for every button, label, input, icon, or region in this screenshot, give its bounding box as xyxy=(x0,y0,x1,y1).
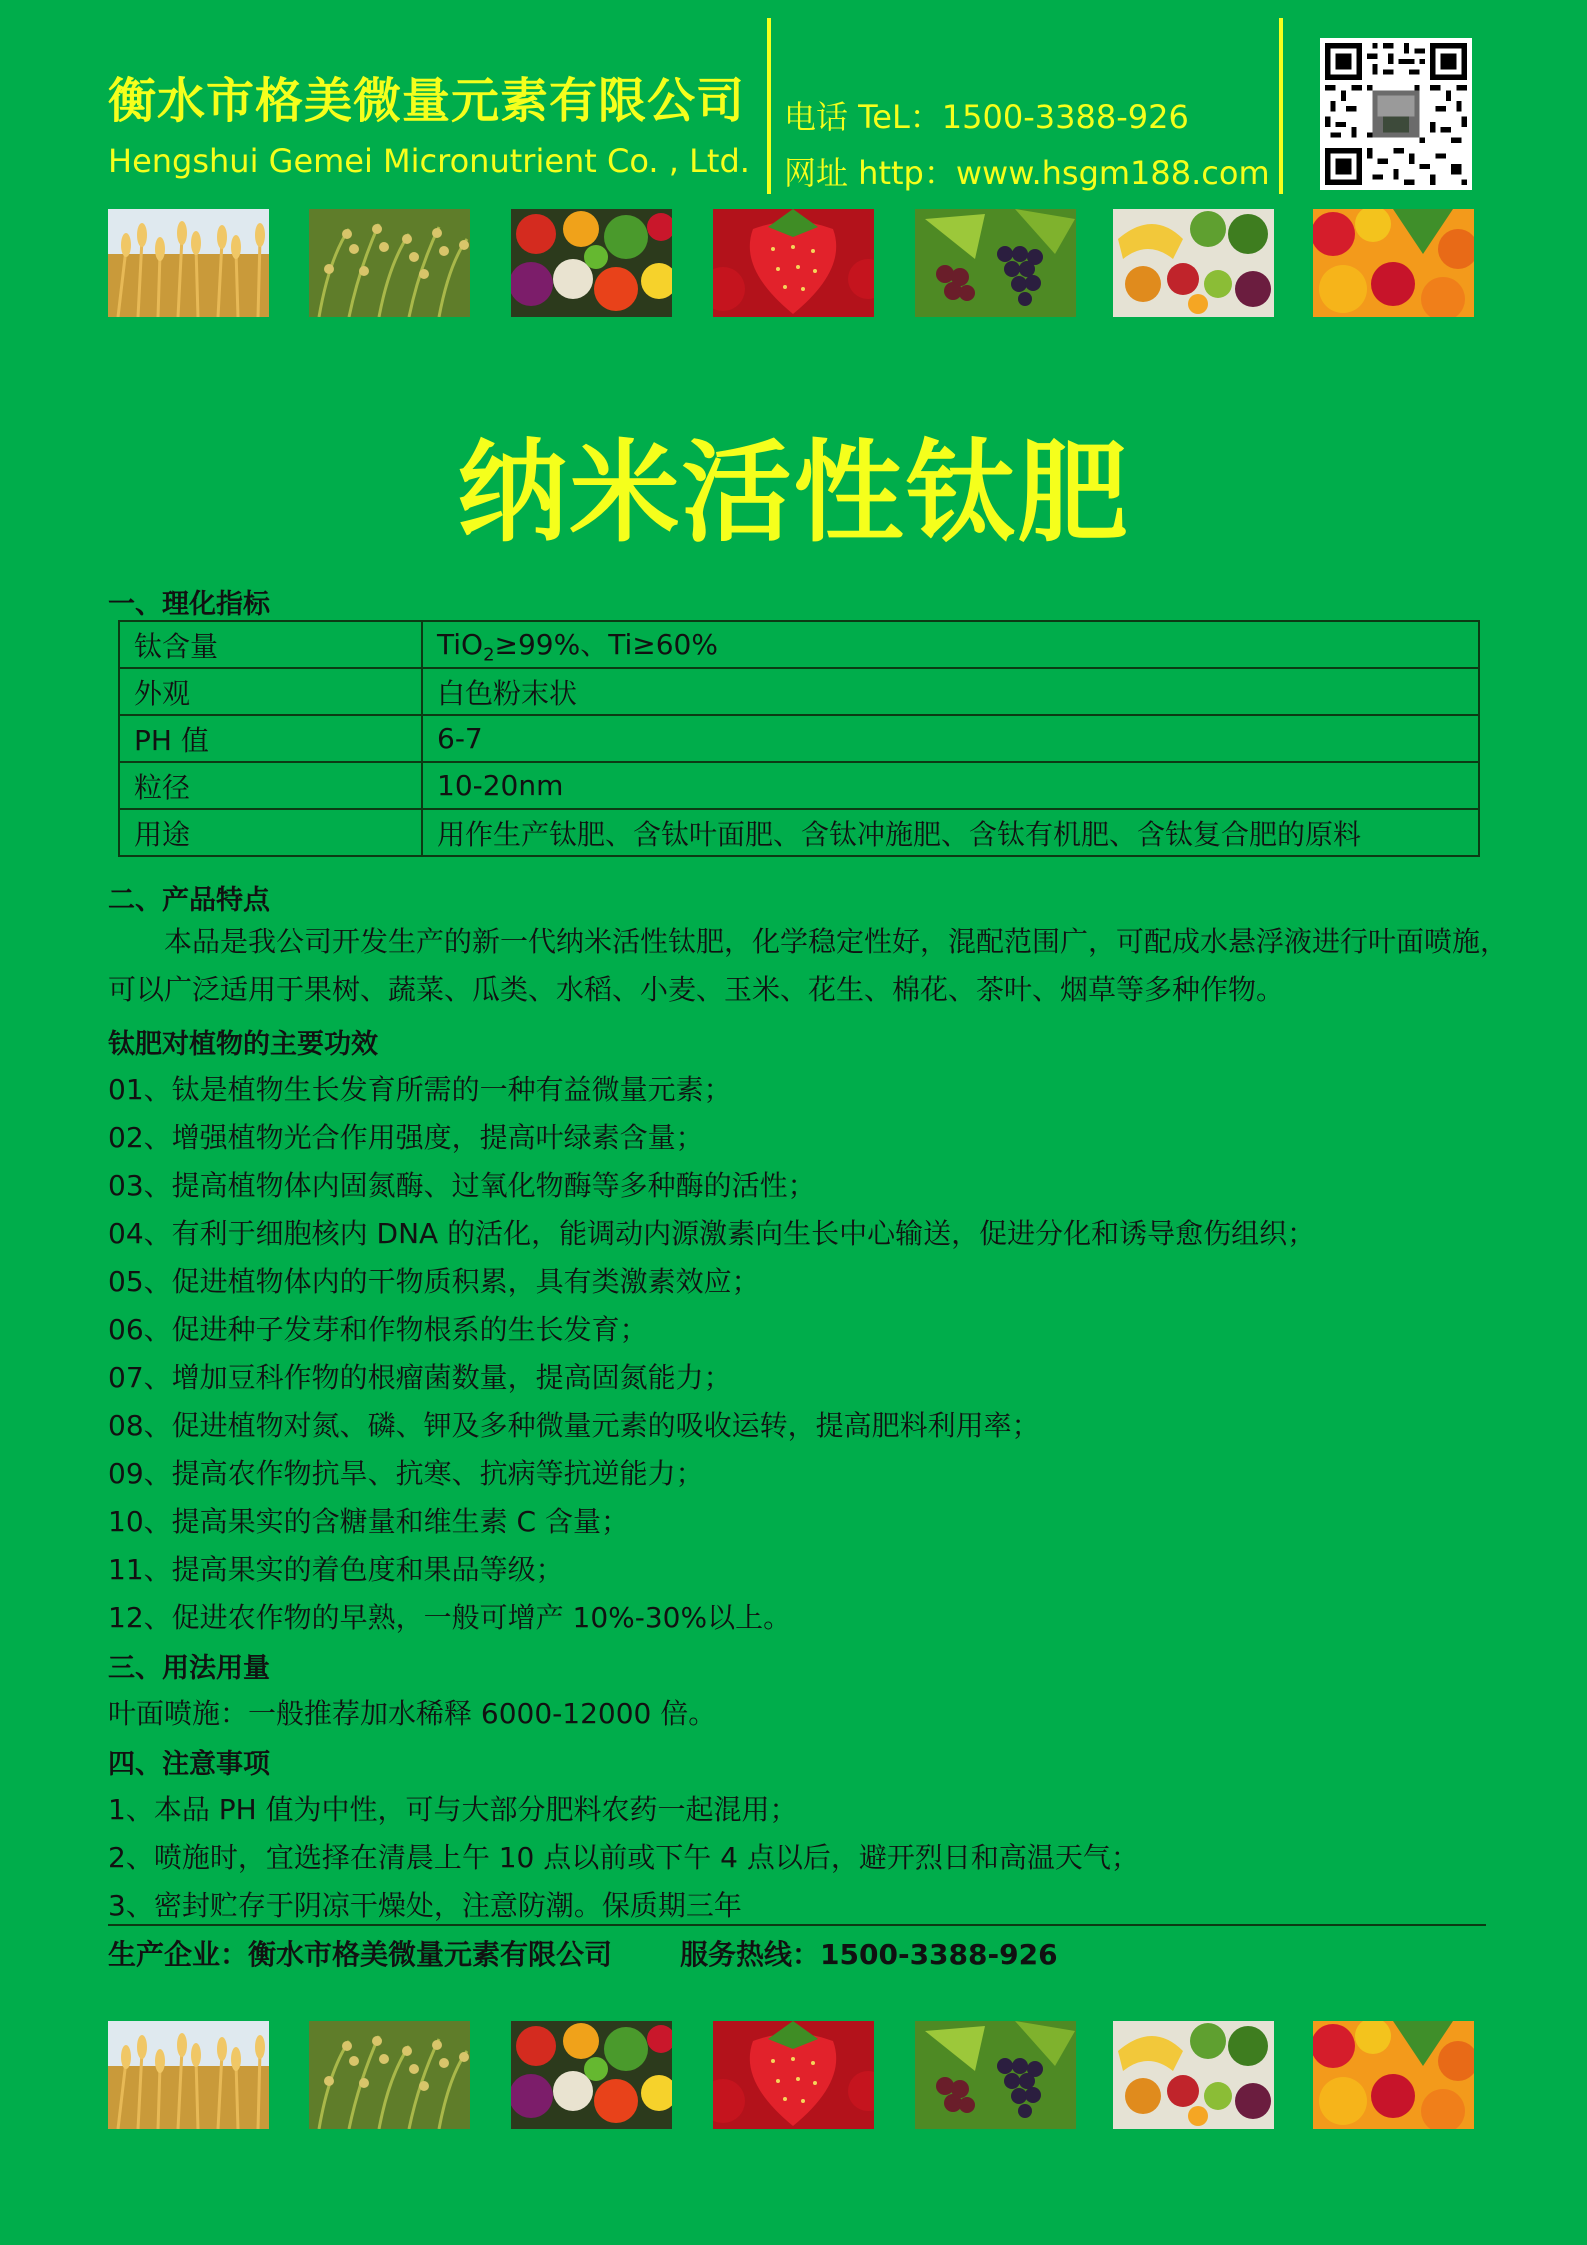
spec-key: PH 值 xyxy=(119,715,422,762)
contact-website[interactable]: 网址 http：www.hsgm188.com xyxy=(784,154,1270,192)
list-item: 06、促进种子发芽和作物根系的生长发育； xyxy=(108,1313,648,1346)
list-item: 12、促进农作物的早熟，一般可增产 10%-30%以上。 xyxy=(108,1601,792,1634)
table-row xyxy=(119,715,1479,762)
rice-photo xyxy=(309,2021,470,2129)
list-item: 07、增加豆科作物的根瘤菌数量，提高固氮能力； xyxy=(108,1361,732,1394)
section-heading-specs: 一、理化指标 xyxy=(108,589,270,620)
header-divider xyxy=(767,18,771,194)
section-heading-features: 二、产品特点 xyxy=(108,885,270,916)
company-name-en: Hengshui Gemei Micronutrient Co. , Ltd. xyxy=(108,142,750,180)
list-item: 11、提高果实的着色度和果品等级； xyxy=(108,1553,564,1586)
list-item: 02、增强植物光合作用强度，提高叶绿素含量； xyxy=(108,1121,704,1154)
spec-value: 用作生产钛肥、含钛叶面肥、含钛冲施肥、含钛有机肥、含钛复合肥的原料 xyxy=(422,809,1479,856)
spec-key: 用途 xyxy=(119,809,422,856)
vegetables-photo xyxy=(511,2021,672,2129)
list-item: 09、提高农作物抗旱、抗寒、抗病等抗逆能力； xyxy=(108,1457,704,1490)
table-row xyxy=(119,762,1479,809)
footer xyxy=(108,1933,1058,1973)
company-name-cn: 衡水市格美微量元素有限公司 xyxy=(108,73,746,129)
list-item: 03、提高植物体内固氮酶、过氧化物酶等多种酶的活性； xyxy=(108,1169,816,1202)
page-title: 纳米活性钛肥 xyxy=(457,429,1130,557)
tropical-fruit-photo xyxy=(1313,209,1474,317)
table-row xyxy=(119,809,1479,856)
list-item: 05、促进植物体内的干物质积累，具有类激素效应； xyxy=(108,1265,760,1298)
header-divider xyxy=(1279,18,1283,194)
wheat-photo xyxy=(108,209,269,317)
section-heading-usage: 三、用法用量 xyxy=(108,1653,270,1684)
spec-value: TiO$_2$≥99%、Ti≥60% xyxy=(422,621,1479,668)
list-item: 3、密封贮存于阴凉干燥处，注意防潮。保质期三年 xyxy=(108,1889,742,1922)
spec-key: 外观 xyxy=(119,668,422,715)
footer-hotline: 服务热线：1500-3388-926 xyxy=(680,1938,1058,1971)
footer-divider xyxy=(108,1924,1486,1926)
list-item: 1、本品 PH 值为中性，可与大部分肥料农药一起混用； xyxy=(108,1793,798,1826)
list-item: 04、有利于细胞核内 DNA 的活化，能调动内源激素向生长中心输送，促进分化和诱导愈伤组织； xyxy=(108,1217,1316,1250)
table-row xyxy=(119,621,1479,668)
photo-strip-top xyxy=(108,209,1474,317)
spec-value: 6-7 xyxy=(422,715,1479,762)
photo-strip-bottom xyxy=(108,2021,1474,2129)
strawberry-photo xyxy=(713,2021,874,2129)
qr-code xyxy=(1320,38,1472,190)
usage-text: 叶面喷施：一般推荐加水稀释 6000-12000 倍。 xyxy=(108,1697,717,1730)
wheat-photo xyxy=(108,2021,269,2129)
effects-heading: 钛肥对植物的主要功效 xyxy=(108,1029,378,1060)
vegetables-photo xyxy=(511,209,672,317)
spec-table xyxy=(118,620,1480,857)
list-item: 08、促进植物对氮、磷、钾及多种微量元素的吸收运转，提高肥料利用率； xyxy=(108,1409,1040,1442)
spec-value: 白色粉末状 xyxy=(422,668,1479,715)
contact-phone: 电话 TeL：1500-3388-926 xyxy=(784,98,1189,136)
list-item: 2、喷施时，宜选择在清晨上午 10 点以前或下午 4 点以后，避开烈日和高温天气； xyxy=(108,1841,1139,1874)
grapes-photo xyxy=(915,209,1076,317)
list-item: 01、钛是植物生长发育所需的一种有益微量元素； xyxy=(108,1073,732,1106)
fruit-basket-photo xyxy=(1113,209,1274,317)
tropical-fruit-photo xyxy=(1313,2021,1474,2129)
fruit-basket-photo xyxy=(1113,2021,1274,2129)
strawberry-photo xyxy=(713,209,874,317)
table-row xyxy=(119,668,1479,715)
section-heading-notes: 四、注意事项 xyxy=(108,1749,270,1780)
spec-key: 钛含量 xyxy=(119,621,422,668)
features-paragraph: 本品是我公司开发生产的新一代纳米活性钛肥，化学稳定性好，混配范围广，可配成水悬浮液进行叶面喷施，可以广泛适用于果树、蔬菜、瓜类、水稻、小麦、玉米、花生、棉花、茶叶、烟草等多种作物。 xyxy=(108,925,1509,1006)
footer-producer: 生产企业：衡水市格美微量元素有限公司 xyxy=(108,1938,613,1971)
list-item: 10、提高果实的含糖量和维生素 C 含量； xyxy=(108,1505,629,1538)
grapes-photo xyxy=(915,2021,1076,2129)
spec-key: 粒径 xyxy=(119,762,422,809)
rice-photo xyxy=(309,209,470,317)
spec-value: 10-20nm xyxy=(422,762,1479,809)
